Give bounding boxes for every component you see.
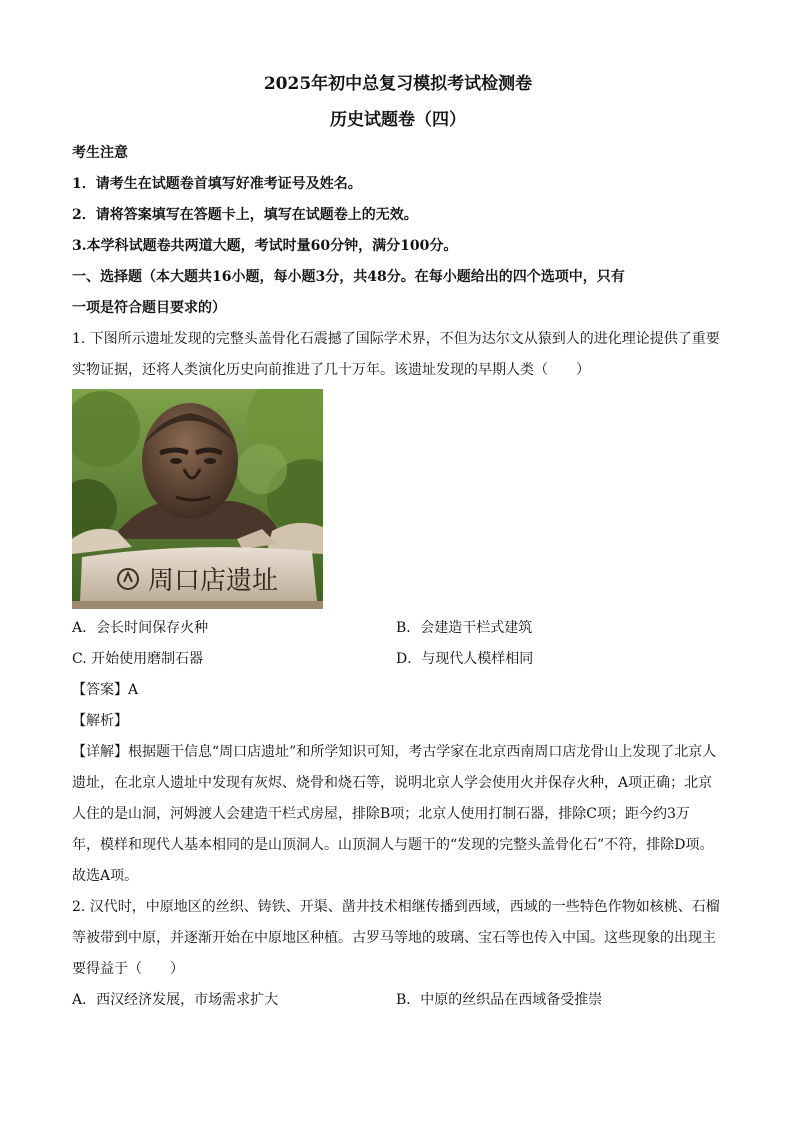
section-heading-line: 一项是符合题目要求的） bbox=[72, 300, 226, 316]
zhoukoudian-bust-photo bbox=[72, 389, 323, 609]
question-2-stem: 要得益于（ ） bbox=[72, 961, 184, 977]
detail-label: 【详解】 bbox=[72, 744, 128, 760]
detail-text-line: 遗址，在北京人遗址中发现有灰烬、烧骨和烧石等，说明北京人学会使用火并保存火种，A项正确；北京 bbox=[72, 775, 713, 791]
question-1-options-row bbox=[72, 613, 724, 644]
exam-title: 2025年初中总复习模拟考试检测卷 bbox=[263, 74, 533, 94]
instructions-heading: 考生注意 bbox=[72, 145, 128, 161]
paper-title: 历史试题卷（四） bbox=[330, 110, 466, 130]
answer-line: 【答案】A bbox=[72, 682, 139, 698]
detail-text-line: 人住的是山洞，河姆渡人会建造干栏式房屋，排除B项；北京人使用打制石器，排除C项；距今约3万 bbox=[72, 806, 690, 822]
photo-inscription: 周口店遗址 bbox=[148, 566, 279, 596]
question-2-stem: 2. 汉代时，中原地区的丝织、铸铁、开渠、凿井技术相继传播到西域，西域的一些特色作物如核桃、石榴 bbox=[72, 899, 720, 915]
question-2-stem: 等被带到中原，并逐渐开始在中原地区种植。古罗马等地的玻璃、宝石等也传入中国。这些现象的出现主 bbox=[72, 930, 716, 946]
detail-text: 根据题干信息“周口店遗址”和所学知识可知，考古学家在北京西南周口店龙骨山上发现了北京人 bbox=[128, 744, 717, 760]
question-1-option-d[interactable]: D．与现代人模样相同 bbox=[396, 651, 534, 667]
conclusion-line: 故选A项。 bbox=[72, 868, 139, 884]
instruction-item: 1．请考生在试题卷首填写好准考证号及姓名。 bbox=[72, 176, 362, 192]
instruction-item: 2．请将答案填写在答题卡上，填写在试题卷上的无效。 bbox=[72, 207, 418, 223]
question-2-option-b[interactable]: B．中原的丝织品在西域备受推崇 bbox=[396, 992, 603, 1008]
question-1-option-a[interactable]: A．会长时间保存火种 bbox=[72, 620, 209, 636]
question-2-option-a[interactable]: A．西汉经济发展，市场需求扩大 bbox=[72, 992, 279, 1008]
section-heading-line: 一、选择题（本大题共16小题，每小题3分，共48分。在每小题给出的四个选项中，只有 bbox=[72, 269, 625, 285]
question-1-options-row bbox=[72, 644, 724, 675]
instruction-item: 3.本学科试题卷共两道大题，考试时量60分钟，满分100分。 bbox=[72, 238, 458, 254]
question-1-stem: 实物证据，还将人类演化历史向前推进了几十万年。该遗址发现的早期人类（ ） bbox=[72, 362, 590, 378]
question-2-options-row bbox=[72, 985, 724, 1016]
analysis-label: 【解析】 bbox=[72, 713, 128, 729]
detail-paragraph bbox=[72, 737, 724, 768]
exam-page bbox=[72, 64, 724, 1016]
question-1-option-c[interactable]: C. 开始使用磨制石器 bbox=[72, 651, 204, 667]
question-1-option-b[interactable]: B．会建造干栏式建筑 bbox=[396, 620, 533, 636]
detail-text-line: 年，模样和现代人基本相同的是山顶洞人。山顶洞人与题干的“发现的完整头盖骨化石”不符，排除D项。 bbox=[72, 837, 714, 853]
question-1-stem: 1. 下图所示遗址发现的完整头盖骨化石震撼了国际学术界，不但为达尔文从猿到人的进化理论提供了重要 bbox=[72, 331, 720, 347]
